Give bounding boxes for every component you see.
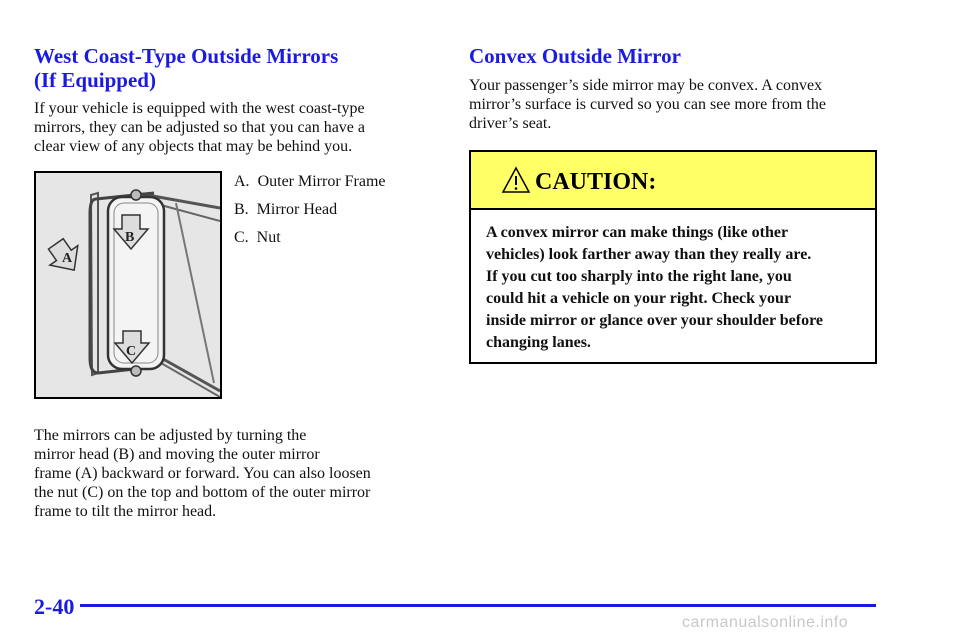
- text-line: could hit a vehicle on your right. Check your: [486, 290, 792, 307]
- label-a: A: [62, 251, 73, 266]
- right-intro-paragraph: [469, 76, 826, 133]
- mirror-illustration: [36, 173, 220, 397]
- caution-header: [471, 152, 875, 210]
- text-line: vehicles) look farther away than they really are.: [486, 246, 812, 263]
- caution-title: CAUTION:: [535, 169, 657, 195]
- left-body-paragraph: [34, 426, 371, 521]
- text-line: the nut (C) on the top and bottom of the outer mirror: [34, 484, 371, 501]
- text-line: inside mirror or glance over your shoulder before: [486, 312, 824, 329]
- legend-item-a: [234, 172, 386, 200]
- caution-text: [486, 222, 866, 354]
- legend-item-b: [234, 200, 386, 228]
- text-line: driver’s seat.: [469, 115, 552, 132]
- left-intro-paragraph: [34, 99, 365, 156]
- legend-item-c: [234, 228, 386, 256]
- right-heading: Convex Outside Mirror: [469, 44, 681, 68]
- text-line: changing lanes.: [486, 334, 591, 351]
- legend-letter: C.: [234, 229, 249, 246]
- label-b: B: [125, 230, 135, 245]
- legend-letter: B.: [234, 201, 249, 218]
- footer-rule: [80, 604, 876, 607]
- watermark: carmanualsonline.info: [682, 614, 849, 631]
- warning-icon: [501, 166, 531, 194]
- left-heading-line1: West Coast-Type Outside Mirrors: [34, 44, 339, 68]
- legend-text: Mirror Head: [256, 201, 338, 218]
- page-number: 2-40: [34, 594, 75, 619]
- figure-legend: [234, 172, 386, 256]
- legend-text: Outer Mirror Frame: [257, 173, 386, 190]
- label-c: C: [126, 344, 137, 359]
- text-line: frame (A) backward or forward. You can also loosen: [34, 465, 371, 482]
- text-line: clear view of any objects that may be behind you.: [34, 138, 353, 155]
- left-heading-line2: (If Equipped): [34, 68, 156, 92]
- caution-box: [469, 150, 877, 364]
- text-line: frame to tilt the mirror head.: [34, 503, 217, 520]
- text-line: mirror’s surface is curved so you can see more from the: [469, 96, 826, 113]
- text-line: Your passenger’s side mirror may be convex. A convex: [469, 77, 823, 94]
- left-heading: [34, 44, 338, 92]
- legend-text: Nut: [256, 229, 281, 246]
- mirror-figure: [34, 171, 222, 399]
- text-line: If your vehicle is equipped with the west coast-type: [34, 100, 365, 117]
- text-line: mirrors, they can be adjusted so that you can have a: [34, 119, 365, 136]
- text-line: If you cut too sharply into the right lane, you: [486, 268, 792, 285]
- legend-letter: A.: [234, 173, 250, 190]
- text-line: The mirrors can be adjusted by turning the: [34, 427, 307, 444]
- text-line: mirror head (B) and moving the outer mirror: [34, 446, 320, 463]
- text-line: A convex mirror can make things (like other: [486, 224, 789, 241]
